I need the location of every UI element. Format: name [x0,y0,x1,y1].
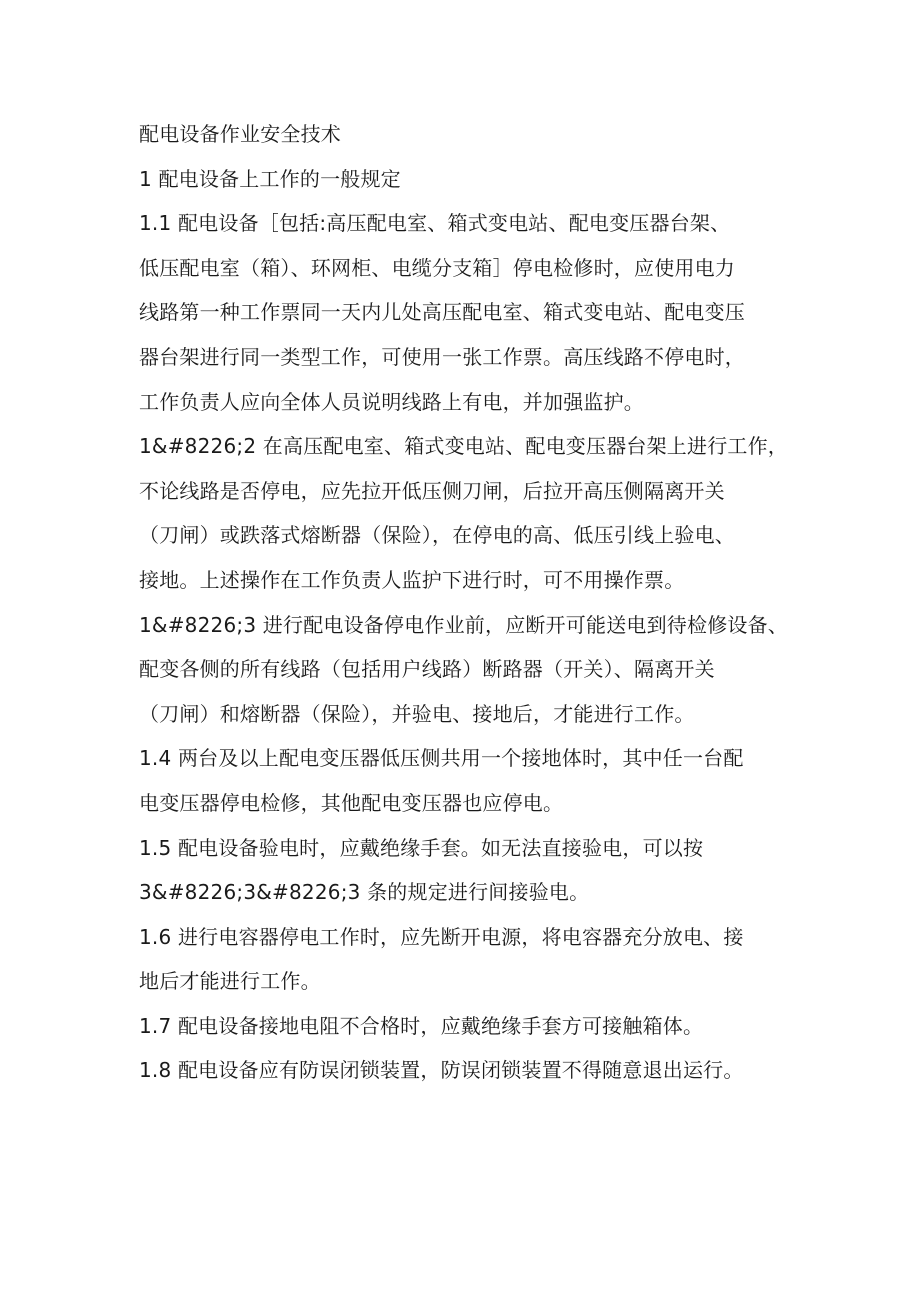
text-line: （刀闸）或跌落式熔断器（保险），在停电的高、低压引线上验电、 [139,523,735,548]
text-line: 1 配电设备上工作的一般规定 [139,166,401,191]
text-line: 1.4 两台及以上配电变压器低压侧共用一个接地体时，其中任一台配 [139,746,744,771]
text-line: 3&#8226;3&#8226;3 条的规定进行间接验电。 [139,880,590,905]
text-line: 1.8 配电设备应有防误闭锁装置，防误闭锁装置不得随意退出运行。 [139,1058,744,1083]
text-line: 1&#8226;2 在高压配电室、箱式变电站、配电变压器台架上进行工作， [139,434,788,459]
text-line: 线路第一种工作票同一天内儿处高压配电室、箱式变电站、配电变压 [139,300,745,325]
text-line: 1.5 配电设备验电时，应戴绝缘手套。如无法直接验电，可以按 [139,835,704,860]
text-line: 接地。上述操作在工作负责人监护下进行时，可不用操作票。 [139,567,685,592]
text-line: 电变压器停电检修，其他配电变压器也应停电。 [139,790,564,815]
text-line: 配变各侧的所有线路（包括用户线路）断路器（开关）、隔离开关 [139,657,715,682]
text-line: 地后才能进行工作。 [139,969,321,994]
text-line: 工作负责人应向全体人员说明线路上有电，并加强监护。 [139,389,644,414]
text-line: 1.6 进行电容器停电工作时，应先断开电源，将电容器充分放电、接 [139,924,744,949]
text-line: 不论线路是否停电，应先拉开低压侧刀闸，后拉开高压侧隔离开关 [139,478,725,503]
text-line: （刀闸）和熔断器（保险），并验电、接地后，才能进行工作。 [139,701,695,726]
text-line: 器台架进行同一类型工作，可使用一张工作票。高压线路不停电时， [139,344,745,369]
text-line: 1.1 配电设备［包括:高压配电室、箱式变电站、配电变压器台架、 [139,211,731,236]
text-line: 低压配电室（箱）、环网柜、电缆分支箱］停电检修时，应使用电力 [139,255,735,280]
document-title: 配电设备作业安全技术 [139,122,341,146]
text-line: 1.7 配电设备接地电阻不合格时，应戴绝缘手套方可接触箱体。 [139,1013,704,1038]
document-body [139,112,799,1093]
text-line: 1&#8226;3 进行配电设备停电作业前，应断开可能送电到待检修设备、 [139,612,788,637]
